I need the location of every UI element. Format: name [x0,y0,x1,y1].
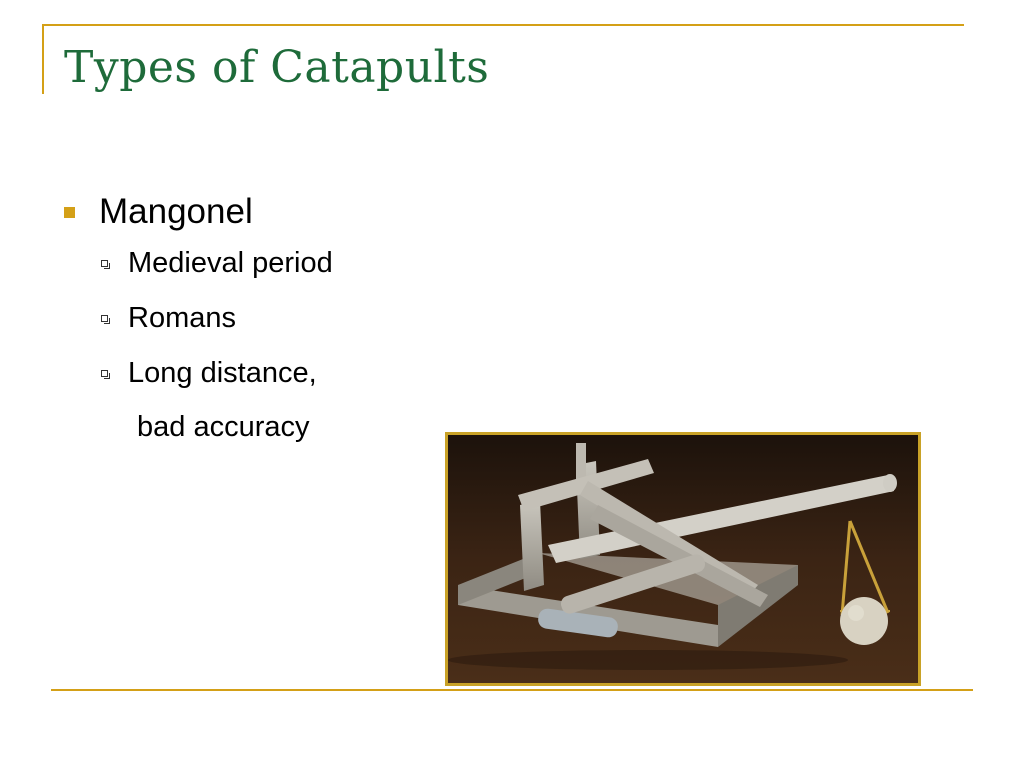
sub-bullet-text: bad accuracy [137,410,310,443]
sub-bullet-item [101,236,333,291]
hollow-square-bullet-icon [101,315,108,322]
top-divider [42,24,964,26]
bottom-divider [51,689,973,691]
bullet-list [64,188,333,453]
hollow-square-bullet-icon [101,260,108,267]
mangonel-illustration [448,435,918,683]
bullet-text: Mangonel [99,192,253,231]
sub-bullet-continuation [137,401,333,453]
sub-bullet-text: Romans [128,302,236,334]
mangonel-photo [445,432,921,686]
sub-bullet-item [101,291,333,346]
slide-title: Types of Catapults [64,42,490,93]
hollow-square-bullet-icon [101,370,108,377]
square-bullet-icon [64,207,75,218]
sub-bullet-item [101,346,333,401]
left-divider [42,24,44,94]
sub-bullet-text: Medieval period [128,247,333,279]
sub-bullet-text: Long distance, [128,357,317,389]
bullet-item-mangonel [64,188,333,236]
